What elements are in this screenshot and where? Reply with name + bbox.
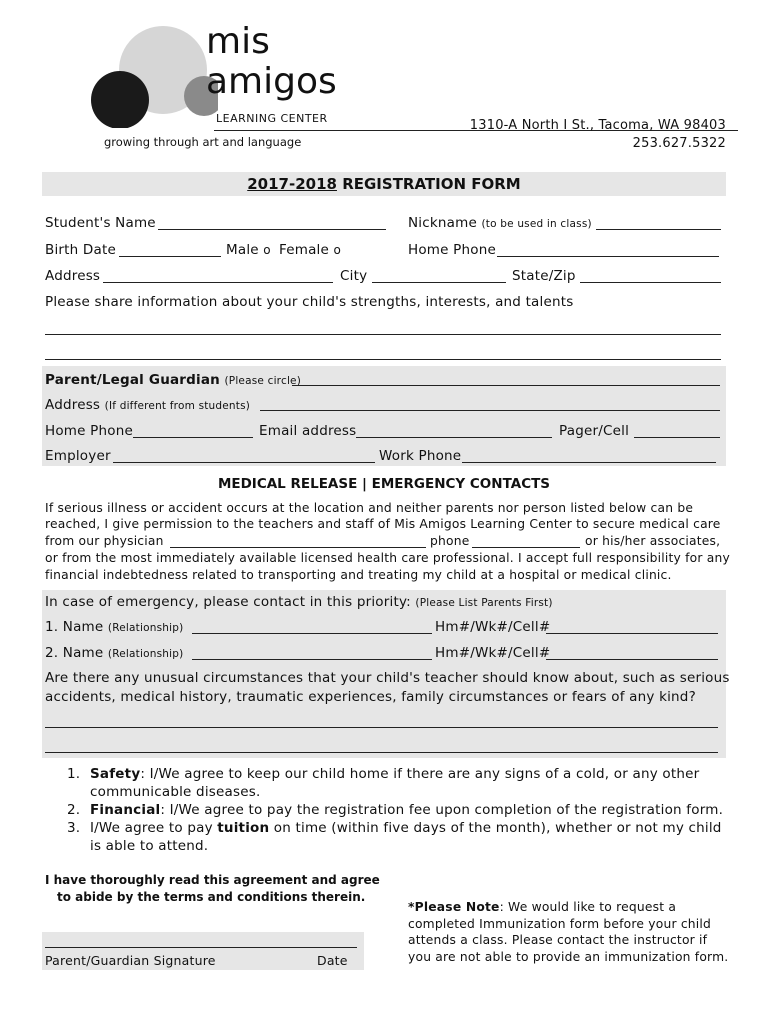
guardian-field[interactable]: [292, 385, 720, 386]
share-prompt: Please share information about your child's strengths, interests, and talents: [45, 294, 574, 310]
signature-field[interactable]: [45, 947, 357, 948]
agreement-3-num: 3.: [67, 820, 81, 836]
address-label: Address: [45, 268, 101, 284]
parent-home-phone-field[interactable]: [133, 437, 253, 438]
signature-label: Parent/Guardian Signature: [45, 953, 216, 968]
form-title: [42, 175, 726, 193]
agreement-3: I/We agree to pay tuition on time (within five days of the month), whether or not my child: [90, 820, 722, 836]
state-zip-field[interactable]: [580, 282, 721, 283]
contact-1-label: 1. Name (Relationship): [45, 619, 184, 635]
birth-date-field[interactable]: [119, 256, 221, 257]
agreement-1-num: 1.: [67, 766, 81, 782]
address-field[interactable]: [103, 282, 333, 283]
emergency-prompt: In case of emergency, please contact in this priority: (Please List Parents First): [45, 594, 553, 610]
form-year: 2017-2018: [247, 175, 337, 193]
guardian-note: (Please circle): [224, 375, 302, 387]
parent-address-label: Address (If different from students): [45, 397, 251, 413]
logo: [88, 18, 348, 153]
agreement-1: Safety: I/We agree to keep our child home if there are any signs of a cold, or any other: [90, 766, 700, 782]
medical-para-3c: or his/her associates,: [585, 534, 721, 548]
physician-field[interactable]: [170, 547, 426, 548]
work-phone-label: Work Phone: [379, 448, 462, 464]
female-radio-icon[interactable]: o: [333, 243, 342, 257]
city-field[interactable]: [372, 282, 506, 283]
signature-statement-1: I have thoroughly read this agreement and agree: [45, 873, 380, 887]
logo-learning-center: LEARNING CENTER: [216, 112, 328, 125]
contact-2-label: 2. Name (Relationship): [45, 645, 184, 661]
emergency-prompt-note: (Please List Parents First): [415, 597, 553, 609]
medical-para-4: or from the most immediately available licensed health care professional. I accept full responsibility for any: [45, 551, 730, 565]
note-line-4: you are not able to provide an immunization form.: [408, 950, 729, 964]
contact-2-name-field[interactable]: [192, 659, 432, 660]
logo-circles-icon: [88, 18, 218, 128]
parent-address-note: (If different from students): [104, 400, 251, 412]
email-field[interactable]: [356, 437, 552, 438]
state-zip-label: State/Zip: [512, 268, 576, 284]
note-line-1: *Please Note: We would like to request a: [408, 900, 677, 914]
medical-para-1: If serious illness or accident occurs at the location and neither parents nor person listed below can be: [45, 501, 694, 515]
agreement-2-num: 2.: [67, 802, 81, 818]
medical-para-2: reached, I give permission to the teachers and staff of Mis Amigos Learning Center to secure medical care: [45, 517, 721, 531]
nickname-field[interactable]: [596, 229, 721, 230]
email-label: Email address: [259, 423, 357, 439]
nickname-note: (to be used in class): [481, 218, 592, 230]
nickname-label: Nickname (to be used in class): [408, 215, 592, 231]
home-phone-label: Home Phone: [408, 242, 496, 258]
date-label: Date: [317, 953, 348, 968]
female-option[interactable]: Female o: [279, 242, 342, 258]
student-name-field[interactable]: [158, 229, 386, 230]
employer-field[interactable]: [113, 462, 375, 463]
medical-para-5: financial indebtedness related to transporting and treating my child at a hospital or medical clinic.: [45, 568, 672, 582]
contact-2-phone-label: Hm#/Wk#/Cell#: [435, 645, 551, 661]
logo-mis: mis: [206, 21, 270, 62]
logo-tagline: growing through art and language: [104, 135, 302, 149]
phone-line: 253.627.5322: [632, 136, 726, 151]
contact-1-name-field[interactable]: [192, 633, 432, 634]
pager-label: Pager/Cell: [559, 423, 630, 439]
note-line-2: completed Immunization form before your child: [408, 917, 712, 931]
agreement-2: Financial: I/We agree to pay the registration fee upon completion of the registration form.: [90, 802, 724, 818]
parent-address-field[interactable]: [260, 410, 720, 411]
contact-1-phone-field[interactable]: [546, 633, 718, 634]
form-title-text: REGISTRATION FORM: [342, 175, 521, 193]
physician-phone-field[interactable]: [472, 547, 580, 548]
parent-home-phone-label: Home Phone: [45, 423, 133, 439]
pager-field[interactable]: [634, 437, 720, 438]
share-line-2[interactable]: [45, 359, 721, 360]
circumstances-field-2[interactable]: [45, 752, 718, 753]
address-line: 1310-A North I St., Tacoma, WA 98403: [469, 118, 726, 133]
medical-para-3a: from our physician: [45, 534, 164, 548]
circumstances-field-1[interactable]: [45, 727, 718, 728]
agreement-1-cont: communicable diseases.: [90, 784, 261, 800]
contact-2-phone-field[interactable]: [546, 659, 718, 660]
medical-heading: MEDICAL RELEASE | EMERGENCY CONTACTS: [217, 476, 551, 492]
birth-date-label: Birth Date: [45, 242, 116, 258]
signature-statement-2: to abide by the terms and conditions therein.: [57, 890, 366, 904]
note-line-3: attends a class. Please contact the instructor if: [408, 933, 708, 947]
share-line-1[interactable]: [45, 334, 721, 335]
male-radio-icon[interactable]: o: [263, 243, 271, 257]
circumstances-line-2: accidents, medical history, traumatic experiences, family circumstances or fears of any kind?: [45, 689, 696, 705]
medical-para-3b: phone: [430, 534, 470, 548]
student-name-label: Student's Name: [45, 215, 156, 231]
agreement-3-cont: is able to attend.: [90, 838, 209, 854]
work-phone-field[interactable]: [462, 462, 716, 463]
male-option[interactable]: Male o: [226, 242, 271, 258]
city-label: City: [340, 268, 368, 284]
contact-1-phone-label: Hm#/Wk#/Cell#: [435, 619, 551, 635]
circumstances-line-1: Are there any unusual circumstances that your child's teacher should know about, such as serious: [45, 670, 730, 686]
employer-label: Employer: [45, 448, 111, 464]
logo-amigos: amigos: [206, 61, 337, 102]
guardian-label: Parent/Legal Guardian (Please circle): [45, 372, 302, 388]
home-phone-field[interactable]: [497, 256, 719, 257]
